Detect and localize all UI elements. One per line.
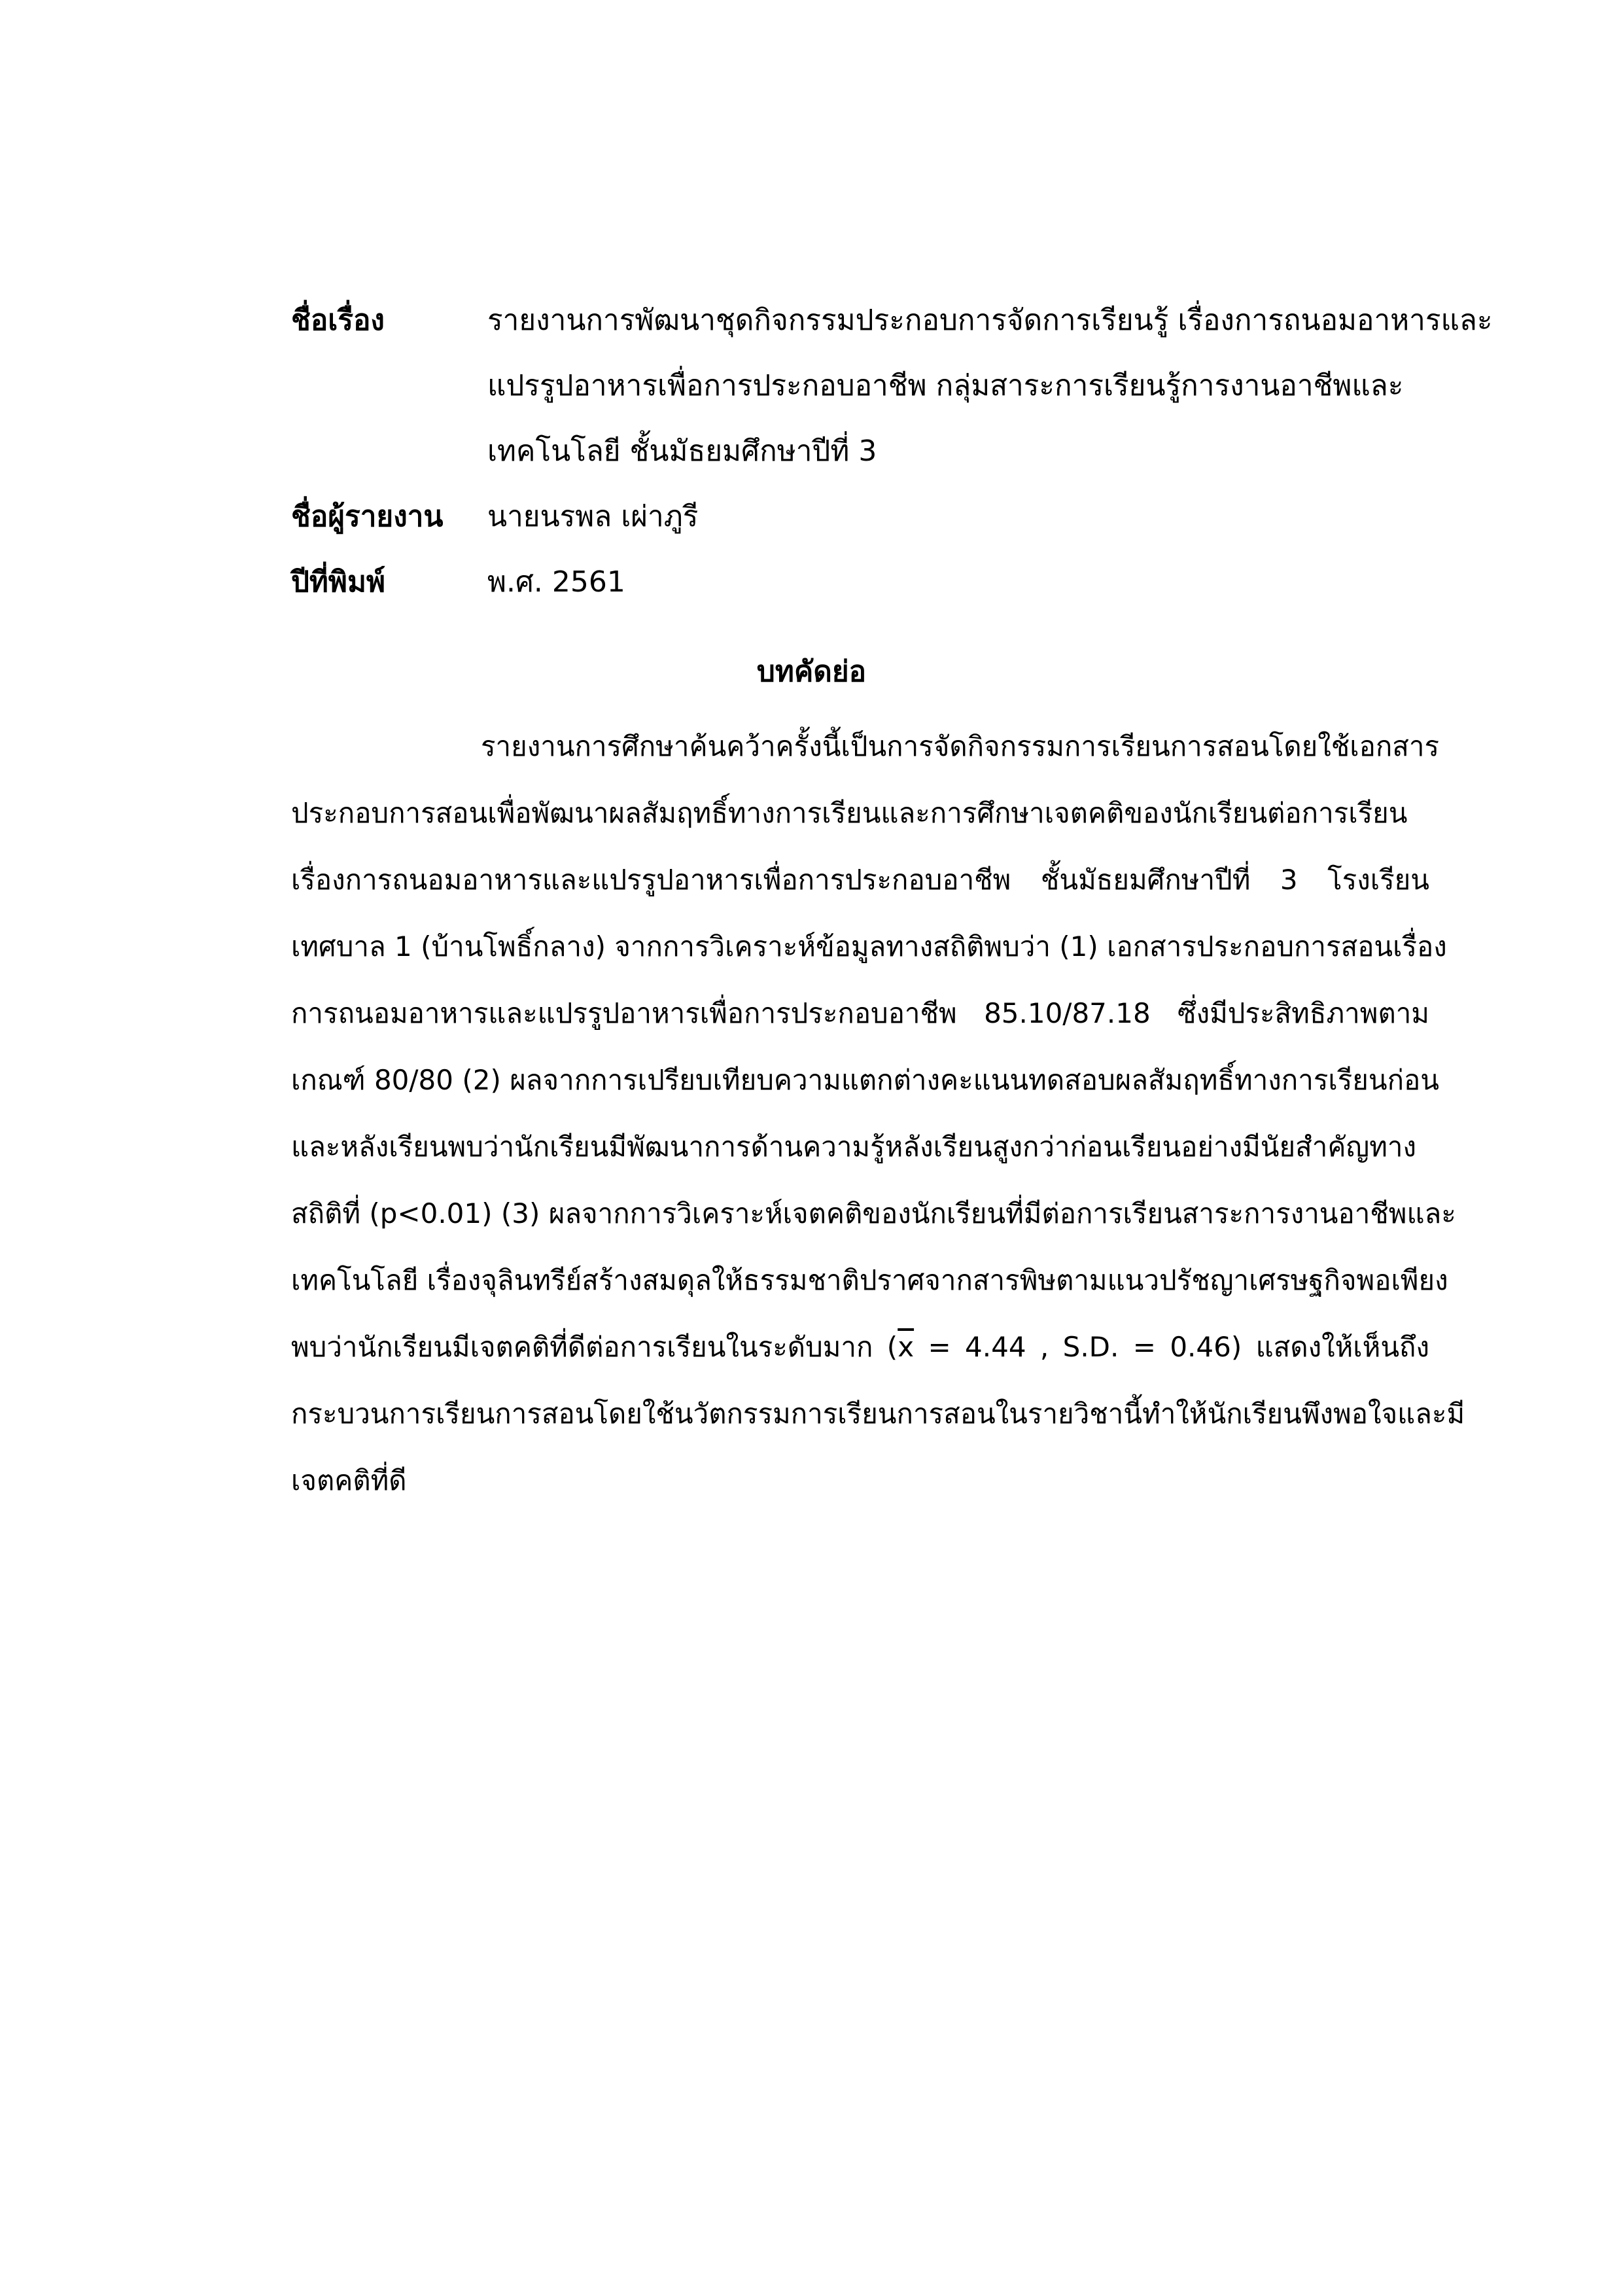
abstract-line-4: เทศบาล 1 (บ้านโพธิ์กลาง) จากการวิเคราะห์ข้อมูลทางสถิติพบว่า (1) เอกสารประกอบการสอนเรื่อง bbox=[291, 930, 1447, 963]
year-text: พ.ศ. 2561 bbox=[487, 565, 625, 599]
author-value bbox=[487, 484, 1599, 550]
author-label: ชื่อผู้รายงาน bbox=[291, 500, 444, 533]
abstract-line-3: เรื่องการถนอมอาหารและแปรรูปอาหารเพื่อการประกอบอาชีพ ชั้นมัธยมศึกษาปีที่ 3 โรงเรียน bbox=[291, 864, 1429, 896]
abstract-line-1: รายงานการศึกษาค้นคว้าครั้งนี้เป็นการจัดกิจกรรมการเรียนการสอนโดยใช้เอกสาร bbox=[481, 730, 1440, 762]
abstract-line-5: การถนอมอาหารและแปรรูปอาหารเพื่อการประกอบอาชีพ 85.10/87.18 ซึ่งมีประสิทธิภาพตาม bbox=[291, 997, 1429, 1029]
abstract-line-8: สถิติที่ (p<0.01) (3) ผลจากการวิเคราะห์เจตคติของนักเรียนที่มีต่อการเรียนสาระการงานอาชีพและ bbox=[291, 1197, 1456, 1229]
abstract-line-7: และหลังเรียนพบว่านักเรียนมีพัฒนาการด้านความรู้หลังเรียนสูงกว่าก่อนเรียนอย่างมีนัยสำคัญทาง bbox=[291, 1131, 1416, 1163]
author-name: นายนรพล เผ่าภูรี bbox=[487, 500, 699, 533]
abstract-line-10-before: พบว่านักเรียนมีเจตคติที่ดีต่อการเรียนในระดับมาก ( bbox=[291, 1331, 898, 1363]
year-value bbox=[487, 550, 1599, 615]
title-line-2: แปรรูปอาหารเพื่อการประกอบอาชีพ กลุ่มสาระการเรียนรู้การงานอาชีพและ bbox=[487, 369, 1404, 402]
abstract-line-6: เกณฑ์ 80/80 (2) ผลจากการเปรียบเทียบความแตกต่างคะแนนทดสอบผลสัมฤทธิ์ทางการเรียนก่อน bbox=[291, 1064, 1439, 1096]
title-label: ชื่อเรื่อง bbox=[291, 304, 385, 337]
year-label: ปีที่พิมพ์ bbox=[291, 565, 385, 599]
abstract-line-9: เทคโนโลยี เรื่องจุลินทรีย์สร้างสมดุลให้ธรรมชาติปราศจากสารพิษตามแนวปรัชญาเศรษฐกิจพอเพียง bbox=[291, 1264, 1448, 1296]
abstract-heading: บทคัดย่อ bbox=[756, 655, 867, 688]
abstract-line-10 bbox=[291, 1314, 1429, 1381]
title-line-1: รายงานการพัฒนาชุดกิจกรรมประกอบการจัดการเรียนรู้ เรื่องการถนอมอาหารและ bbox=[487, 304, 1493, 337]
title-line-3: เทคโนโลยี ชั้นมัธยมศึกษาปีที่ 3 bbox=[487, 434, 877, 468]
mean-symbol: $\overline{x}$ bbox=[898, 1331, 915, 1363]
title-value bbox=[487, 288, 1599, 484]
abstract-line-2: ประกอบการสอนเพื่อพัฒนาผลสัมฤทธิ์ทางการเรียนและการศึกษาเจตคติของนักเรียนต่อการเรียน bbox=[291, 797, 1408, 829]
abstract-body bbox=[291, 713, 1465, 1514]
abstract-line-11: กระบวนการเรียนการสอนโดยใช้นวัตกรรมการเรียนการสอนในรายวิชานี้ทำให้นักเรียนพึงพอใจและมี bbox=[291, 1398, 1465, 1430]
abstract-line-10-after: = 4.44 , S.D. = 0.46) แสดงให้เห็นถึง bbox=[914, 1331, 1429, 1363]
abstract-line-12: เจตคติที่ดี bbox=[291, 1464, 407, 1496]
